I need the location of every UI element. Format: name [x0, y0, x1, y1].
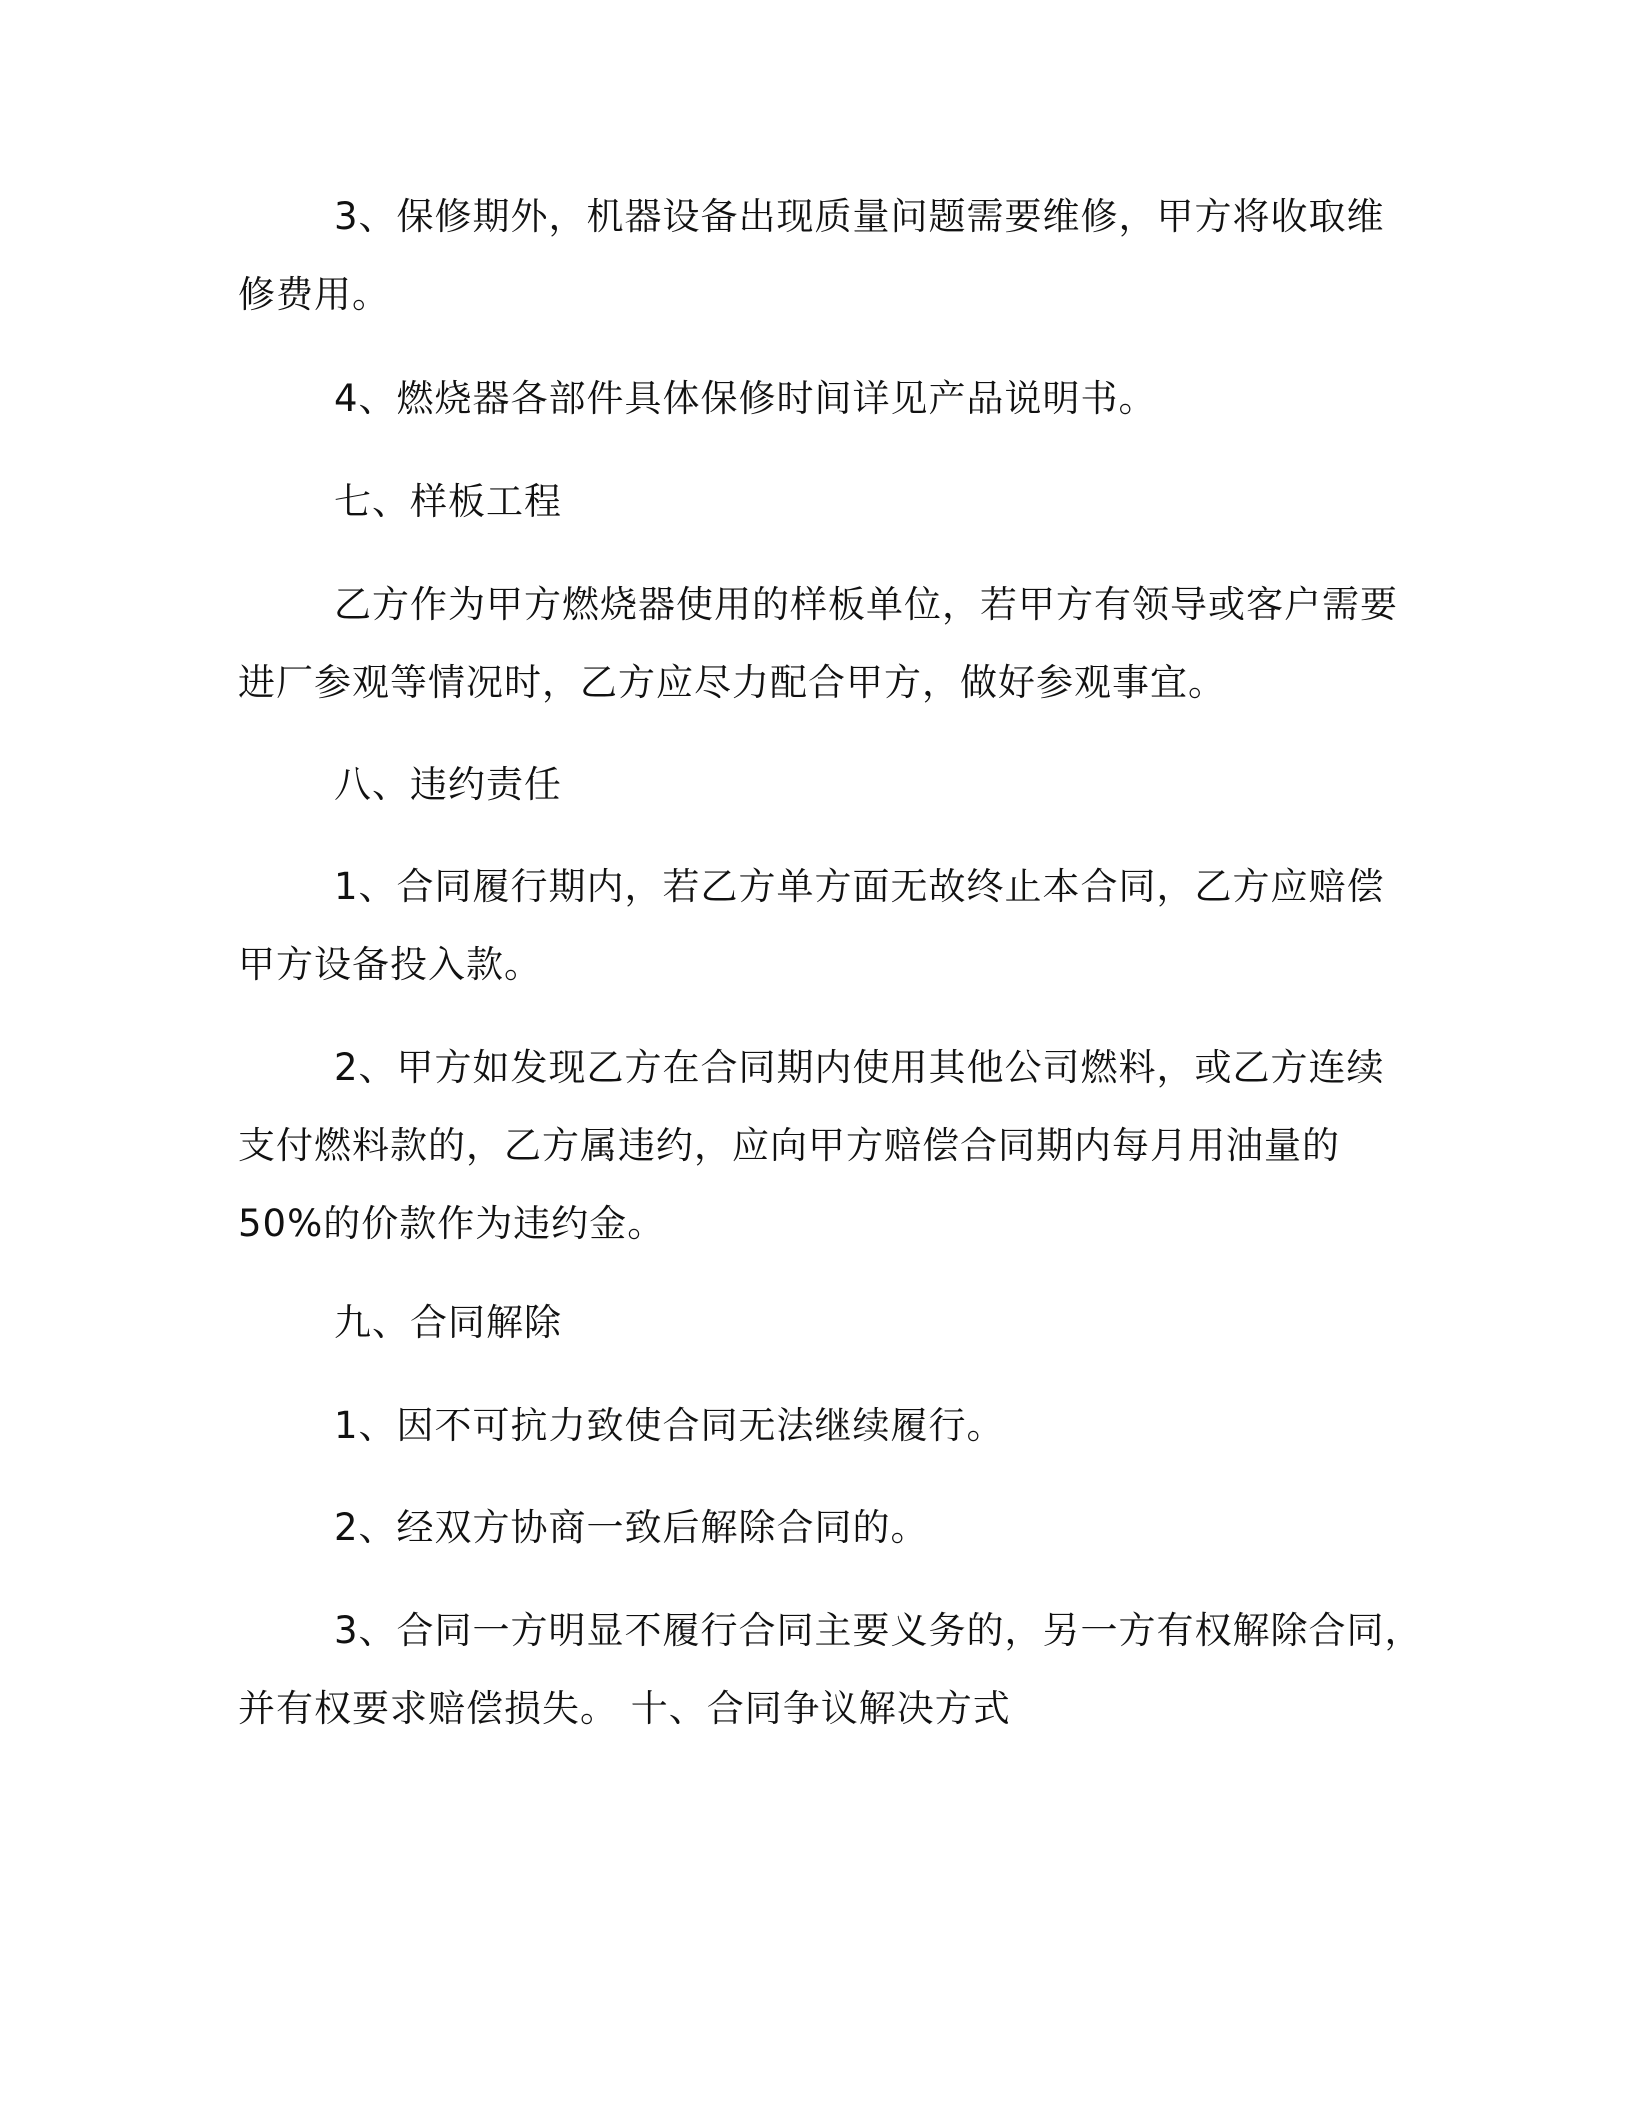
- text-line: 乙方作为甲方燃烧器使用的样板单位，若甲方有领导或客户需要: [334, 583, 1398, 626]
- text-line: 八、违约责任: [334, 763, 562, 806]
- paragraph-breach-2: [238, 1029, 1388, 1263]
- text-line: 支付燃料款的，乙方属违约，应向甲方赔偿合同期内每月用油量的: [238, 1124, 1340, 1167]
- text-line: 甲方设备投入款。: [238, 943, 542, 986]
- paragraph-breach-1: [238, 848, 1388, 1004]
- section-heading-breach-liability: [238, 746, 1388, 824]
- text-line: 修费用。: [238, 273, 390, 316]
- text-line: 2、经双方协商一致后解除合同的。: [334, 1506, 929, 1549]
- text-line: 3、保修期外，机器设备出现质量问题需要维修，甲方将收取维: [334, 195, 1385, 238]
- text-line: 并有权要求赔偿损失。 十、合同争议解决方式: [238, 1687, 1011, 1730]
- text-line: 1、合同履行期内，若乙方单方面无故终止本合同，乙方应赔偿: [334, 865, 1385, 908]
- paragraph-sample-project: [238, 566, 1398, 722]
- section-heading-contract-termination: [238, 1284, 1388, 1362]
- text-line: 九、合同解除: [334, 1301, 562, 1344]
- text-line: 2、甲方如发现乙方在合同期内使用其他公司燃料，或乙方连续: [334, 1046, 1385, 1089]
- paragraph-warranty-details: [238, 360, 1388, 438]
- paragraph-warranty-outside: [238, 178, 1388, 334]
- paragraph-termination-3: [238, 1592, 1423, 1748]
- text-line: 七、样板工程: [334, 480, 562, 523]
- text-line: 4、燃烧器各部件具体保修时间详见产品说明书。: [334, 377, 1157, 420]
- text-line: 1、因不可抗力致使合同无法继续履行。: [334, 1404, 1005, 1447]
- text-line: 50%的价款作为违约金。: [238, 1202, 666, 1245]
- text-line: 3、合同一方明显不履行合同主要义务的，另一方有权解除合同，: [334, 1609, 1423, 1652]
- text-line: 进厂参观等情况时，乙方应尽力配合甲方，做好参观事宜。: [238, 661, 1226, 704]
- paragraph-termination-2: [238, 1489, 1388, 1567]
- section-heading-sample-project: [238, 463, 1388, 541]
- paragraph-termination-1: [238, 1387, 1388, 1465]
